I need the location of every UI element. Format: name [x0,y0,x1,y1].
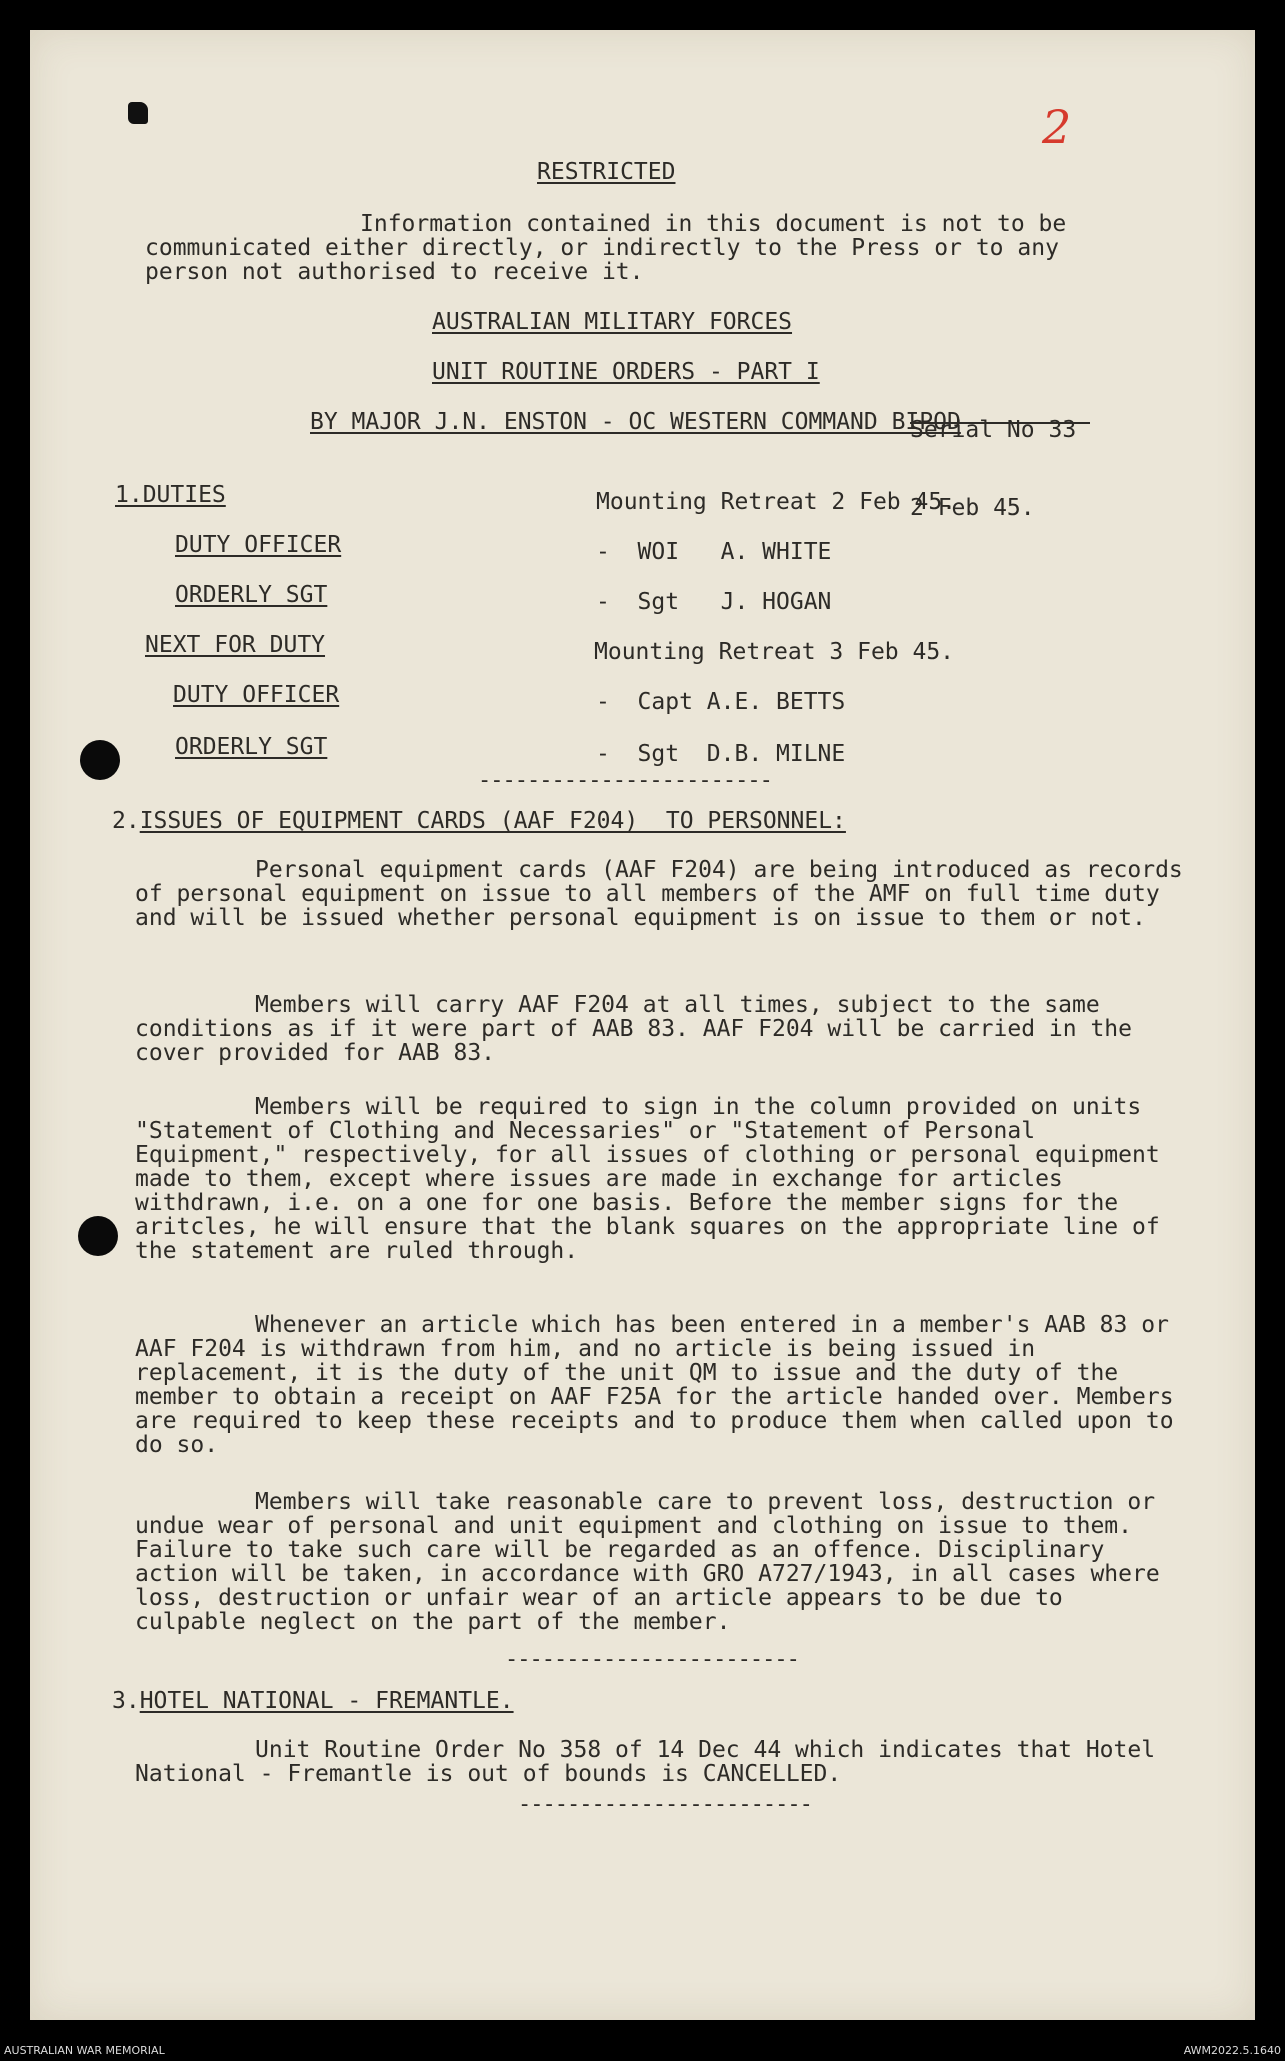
section1-heading: 1.DUTIES [115,482,226,508]
by-line-rule [910,422,1090,424]
order-date: 2 Feb 45. [910,495,1035,521]
punch-hole [78,1216,118,1256]
duty-role: ORDERLY SGT [175,734,328,760]
serial-block [910,365,1076,547]
force-title: AUSTRALIAN MILITARY FORCES [432,309,793,335]
section2-paragraph: Members will be required to sign in the column provided on units "Statement of Clothing and Necessaries" or "Statement of Personal Equipment," respectively, for all issues of clothing or personal equipment made to them, except where issues are made in exchange for articles withdrawn, i.e. on a one for one basis. Before the member signs for the aritcles, he will ensure that the blank squares on the appropriate line of the statement are ruled through. [135,1094,1160,1264]
archive-reference: AWM2022.5.1640 [1183,2044,1281,2057]
section3-title: HOTEL NATIONAL - FREMANTLE. [139,1688,514,1714]
duty-person: - Capt A.E. BETTS [596,689,846,715]
archive-footer [0,2040,1285,2061]
section3-heading [112,1688,514,1714]
duty-person: - WOI A. WHITE [596,539,832,565]
section-separator: ------------------------ [478,768,772,793]
handwritten-page-number: 2 [1042,100,1072,154]
section-separator: ------------------------ [518,1792,812,1817]
duty-role: DUTY OFFICER [175,532,342,558]
section3-paragraph: Unit Routine Order No 358 of 14 Dec 44 which indicates that Hotel National - Fremantle is out of bounds is CANCELLED. [135,1737,1156,1787]
confidentiality-notice: Information contained in this document is not to be communicated either directly, or indirectly to the Press or to any person not authorised to receive it. [145,211,1067,285]
ink-fleck [128,102,148,124]
section2-paragraph: Personal equipment cards (AAF F204) are being introduced as records of personal equipment on issue to all members of the AMF on full time duty and will be issued whether personal equipment is on issue to them or not. [135,857,1183,931]
section2-paragraph: Members will carry AAF F204 at all times, subject to the same conditions as if it were part of AAB 83. AAF F204 will be carried in the cover provided for AAB 83. [135,992,1132,1066]
duty-role: DUTY OFFICER [173,682,340,708]
section2-title: ISSUES OF EQUIPMENT CARDS (AAF F204) TO PERSONNEL: [139,808,846,834]
mounting-second: Mounting Retreat 3 Feb 45. [594,639,955,665]
orders-title: UNIT ROUTINE ORDERS - PART I [432,359,820,385]
serial-number: Serial No 33 [910,417,1077,443]
duty-role: ORDERLY SGT [175,582,328,608]
section2-heading [112,808,846,834]
section3-number: 3. [112,1688,140,1714]
section2-paragraph: Members will take reasonable care to prevent loss, destruction or undue wear of personal and unit equipment and clothing on issue to them. Failure to take such care will be regarded as an offence. Disciplinary action will be taken, in accordance with GRO A727/1943, in all cases where loss, destruction or unfair wear of an article appears to be due to culpable neglect on the part of the member. [135,1489,1160,1635]
mounting-first: Mounting Retreat 2 Feb 45. [596,489,957,515]
next-for-duty-heading: NEXT FOR DUTY [145,632,326,658]
section-separator: ------------------------ [505,1647,799,1672]
punch-hole [80,740,120,780]
section2-paragraph: Whenever an article which has been entered in a member's AAB 83 or AAF F204 is withdrawn from him, and no article is being issued in replacement, it is the duty of the unit QM to issue and the duty of the member to obtain a receipt on AAF F25A for the article handed over. Members are required to keep these receipts and to produce them when called upon to do so. [135,1312,1174,1458]
duty-person: - Sgt D.B. MILNE [596,741,846,767]
by-line: BY MAJOR J.N. ENSTON - OC WESTERN COMMAND BIPOD [310,409,961,435]
section2-number: 2. [112,808,140,834]
archive-name: AUSTRALIAN WAR MEMORIAL [4,2044,165,2057]
duty-person: - Sgt J. HOGAN [596,589,832,615]
restricted-heading: RESTRICTED [537,159,676,185]
